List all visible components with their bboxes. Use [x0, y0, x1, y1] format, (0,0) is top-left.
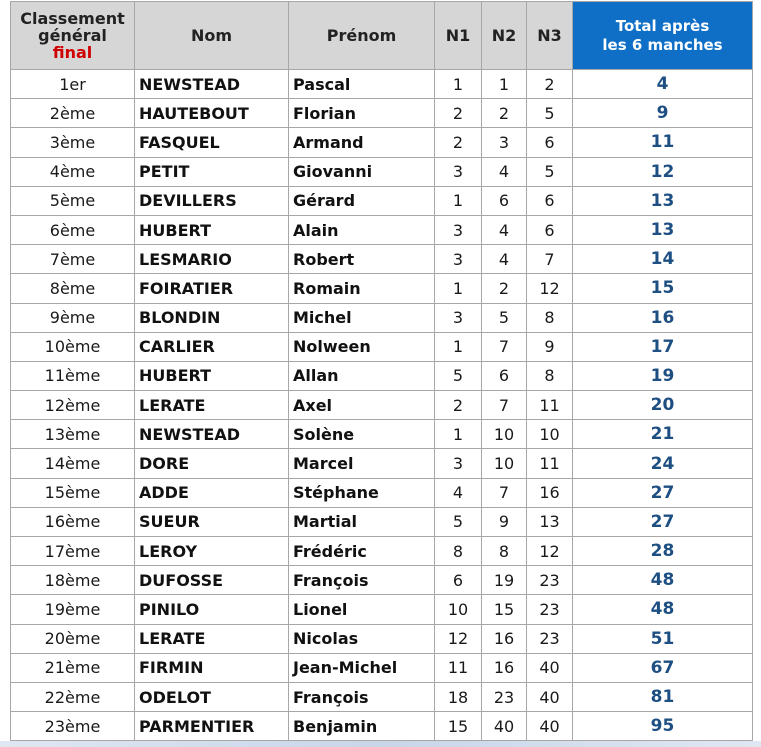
header-n1: N1: [435, 2, 482, 70]
cell-n2: 7: [482, 332, 527, 361]
table-row: [11, 595, 753, 624]
cell-rank: 9ème: [11, 303, 135, 332]
cell-nom: CARLIER: [135, 332, 289, 361]
cell-prenom: Armand: [289, 128, 435, 157]
cell-n3: 6: [527, 215, 573, 244]
cell-nom: SUEUR: [135, 507, 289, 536]
cell-n1: 8: [435, 537, 482, 566]
table-row: [11, 303, 753, 332]
table-header: [11, 2, 753, 70]
cell-n3: 11: [527, 391, 573, 420]
cell-n1: 1: [435, 274, 482, 303]
cell-total: 48: [573, 566, 753, 595]
cell-n2: 9: [482, 507, 527, 536]
table-row: [11, 712, 753, 741]
cell-prenom: Lionel: [289, 595, 435, 624]
table-row: [11, 624, 753, 653]
cell-nom: DEVILLERS: [135, 186, 289, 215]
header-rank: [11, 2, 135, 70]
cell-n2: 10: [482, 420, 527, 449]
cell-total: 28: [573, 537, 753, 566]
cell-total: 20: [573, 391, 753, 420]
header-row: [11, 2, 753, 70]
table-row: [11, 245, 753, 274]
cell-n3: 13: [527, 507, 573, 536]
cell-prenom: Michel: [289, 303, 435, 332]
cell-n1: 3: [435, 157, 482, 186]
cell-n2: 8: [482, 537, 527, 566]
cell-total: 15: [573, 274, 753, 303]
cell-total: 16: [573, 303, 753, 332]
cell-rank: 4ème: [11, 157, 135, 186]
cell-n3: 16: [527, 478, 573, 507]
cell-n1: 3: [435, 245, 482, 274]
table-row: [11, 507, 753, 536]
cell-n2: 1: [482, 70, 527, 99]
cell-n2: 15: [482, 595, 527, 624]
cell-nom: FIRMIN: [135, 653, 289, 682]
cell-n3: 12: [527, 537, 573, 566]
cell-total: 48: [573, 595, 753, 624]
cell-prenom: Giovanni: [289, 157, 435, 186]
header-total: [573, 2, 753, 70]
table-row: [11, 682, 753, 711]
cell-n1: 11: [435, 653, 482, 682]
header-rank-final: final: [52, 43, 93, 62]
cell-n1: 2: [435, 99, 482, 128]
cell-n3: 6: [527, 186, 573, 215]
cell-nom: PETIT: [135, 157, 289, 186]
bottom-strip: [0, 741, 761, 747]
cell-nom: HUBERT: [135, 215, 289, 244]
cell-n1: 3: [435, 303, 482, 332]
table-row: [11, 361, 753, 390]
cell-n2: 4: [482, 157, 527, 186]
header-rank-line1: Classement: [20, 9, 125, 28]
cell-n1: 5: [435, 361, 482, 390]
cell-n2: 2: [482, 99, 527, 128]
cell-n1: 3: [435, 215, 482, 244]
cell-nom: DUFOSSE: [135, 566, 289, 595]
cell-nom: ADDE: [135, 478, 289, 507]
cell-rank: 22ème: [11, 682, 135, 711]
cell-rank: 11ème: [11, 361, 135, 390]
table-row: [11, 274, 753, 303]
cell-nom: ODELOT: [135, 682, 289, 711]
cell-n2: 4: [482, 215, 527, 244]
cell-rank: 21ème: [11, 653, 135, 682]
cell-n1: 1: [435, 70, 482, 99]
table-row: [11, 157, 753, 186]
cell-n2: 4: [482, 245, 527, 274]
table-row: [11, 653, 753, 682]
cell-prenom: Benjamin: [289, 712, 435, 741]
cell-prenom: Pascal: [289, 70, 435, 99]
cell-rank: 12ème: [11, 391, 135, 420]
table-row: [11, 186, 753, 215]
cell-rank: 18ème: [11, 566, 135, 595]
cell-n2: 7: [482, 391, 527, 420]
cell-total: 27: [573, 478, 753, 507]
cell-n1: 2: [435, 391, 482, 420]
cell-prenom: Martial: [289, 507, 435, 536]
cell-n2: 10: [482, 449, 527, 478]
table-row: [11, 215, 753, 244]
cell-n3: 40: [527, 682, 573, 711]
cell-prenom: Florian: [289, 99, 435, 128]
cell-n3: 12: [527, 274, 573, 303]
cell-prenom: Nicolas: [289, 624, 435, 653]
cell-n3: 2: [527, 70, 573, 99]
cell-total: 21: [573, 420, 753, 449]
cell-total: 9: [573, 99, 753, 128]
ranking-table: [10, 1, 753, 741]
cell-n1: 4: [435, 478, 482, 507]
cell-nom: FOIRATIER: [135, 274, 289, 303]
cell-prenom: Marcel: [289, 449, 435, 478]
cell-nom: LERATE: [135, 624, 289, 653]
cell-rank: 3ème: [11, 128, 135, 157]
cell-n1: 12: [435, 624, 482, 653]
cell-total: 95: [573, 712, 753, 741]
cell-n1: 1: [435, 420, 482, 449]
cell-n2: 3: [482, 128, 527, 157]
table-row: [11, 566, 753, 595]
cell-rank: 1er: [11, 70, 135, 99]
cell-n2: 6: [482, 361, 527, 390]
cell-rank: 23ème: [11, 712, 135, 741]
cell-prenom: Allan: [289, 361, 435, 390]
cell-nom: PARMENTIER: [135, 712, 289, 741]
cell-n3: 8: [527, 303, 573, 332]
cell-n3: 5: [527, 157, 573, 186]
cell-prenom: Robert: [289, 245, 435, 274]
table-row: [11, 420, 753, 449]
cell-total: 12: [573, 157, 753, 186]
cell-rank: 5ème: [11, 186, 135, 215]
cell-rank: 16ème: [11, 507, 135, 536]
cell-n2: 40: [482, 712, 527, 741]
table-row: [11, 99, 753, 128]
table-row: [11, 391, 753, 420]
cell-rank: 13ème: [11, 420, 135, 449]
cell-n1: 6: [435, 566, 482, 595]
header-total-line1: Total après: [615, 16, 710, 35]
header-n2: N2: [482, 2, 527, 70]
cell-n3: 10: [527, 420, 573, 449]
cell-n2: 5: [482, 303, 527, 332]
cell-nom: PINILO: [135, 595, 289, 624]
cell-prenom: Axel: [289, 391, 435, 420]
cell-prenom: Romain: [289, 274, 435, 303]
cell-n3: 5: [527, 99, 573, 128]
cell-total: 13: [573, 186, 753, 215]
cell-nom: HAUTEBOUT: [135, 99, 289, 128]
cell-rank: 10ème: [11, 332, 135, 361]
cell-prenom: Jean-Michel: [289, 653, 435, 682]
cell-nom: NEWSTEAD: [135, 70, 289, 99]
cell-rank: 17ème: [11, 537, 135, 566]
cell-nom: BLONDIN: [135, 303, 289, 332]
cell-rank: 8ème: [11, 274, 135, 303]
cell-n2: 23: [482, 682, 527, 711]
cell-n3: 40: [527, 712, 573, 741]
header-prenom: Prénom: [289, 2, 435, 70]
cell-prenom: François: [289, 566, 435, 595]
cell-prenom: Frédéric: [289, 537, 435, 566]
cell-n1: 1: [435, 186, 482, 215]
table-row: [11, 478, 753, 507]
cell-n2: 16: [482, 624, 527, 653]
cell-n1: 1: [435, 332, 482, 361]
cell-n2: 2: [482, 274, 527, 303]
cell-prenom: Nolween: [289, 332, 435, 361]
cell-nom: LESMARIO: [135, 245, 289, 274]
cell-prenom: François: [289, 682, 435, 711]
cell-prenom: Alain: [289, 215, 435, 244]
table-row: [11, 449, 753, 478]
header-rank-line2: général: [38, 26, 107, 45]
cell-n2: 16: [482, 653, 527, 682]
cell-n2: 6: [482, 186, 527, 215]
table-row: [11, 537, 753, 566]
cell-n3: 23: [527, 595, 573, 624]
cell-n3: 6: [527, 128, 573, 157]
cell-total: 19: [573, 361, 753, 390]
cell-rank: 7ème: [11, 245, 135, 274]
table-row: [11, 70, 753, 99]
cell-total: 17: [573, 332, 753, 361]
cell-n1: 15: [435, 712, 482, 741]
cell-rank: 20ème: [11, 624, 135, 653]
cell-total: 51: [573, 624, 753, 653]
cell-rank: 14ème: [11, 449, 135, 478]
cell-nom: FASQUEL: [135, 128, 289, 157]
cell-nom: HUBERT: [135, 361, 289, 390]
cell-n1: 5: [435, 507, 482, 536]
cell-rank: 2ème: [11, 99, 135, 128]
cell-n2: 7: [482, 478, 527, 507]
cell-rank: 15ème: [11, 478, 135, 507]
cell-n3: 11: [527, 449, 573, 478]
cell-prenom: Solène: [289, 420, 435, 449]
cell-n1: 2: [435, 128, 482, 157]
table-row: [11, 128, 753, 157]
cell-total: 27: [573, 507, 753, 536]
header-n3: N3: [527, 2, 573, 70]
cell-n2: 19: [482, 566, 527, 595]
cell-n3: 23: [527, 624, 573, 653]
cell-rank: 19ème: [11, 595, 135, 624]
cell-total: 67: [573, 653, 753, 682]
cell-n3: 40: [527, 653, 573, 682]
cell-n1: 10: [435, 595, 482, 624]
cell-rank: 6ème: [11, 215, 135, 244]
cell-total: 13: [573, 215, 753, 244]
cell-nom: LERATE: [135, 391, 289, 420]
cell-total: 4: [573, 70, 753, 99]
table-body: [11, 70, 753, 741]
cell-prenom: Stéphane: [289, 478, 435, 507]
table-row: [11, 332, 753, 361]
cell-nom: DORE: [135, 449, 289, 478]
header-total-line2: les 6 manches: [602, 35, 723, 54]
cell-n3: 9: [527, 332, 573, 361]
cell-total: 81: [573, 682, 753, 711]
cell-total: 24: [573, 449, 753, 478]
cell-n3: 8: [527, 361, 573, 390]
header-nom: Nom: [135, 2, 289, 70]
cell-prenom: Gérard: [289, 186, 435, 215]
cell-total: 11: [573, 128, 753, 157]
cell-n3: 7: [527, 245, 573, 274]
cell-nom: NEWSTEAD: [135, 420, 289, 449]
cell-n1: 3: [435, 449, 482, 478]
cell-nom: LEROY: [135, 537, 289, 566]
cell-n1: 18: [435, 682, 482, 711]
cell-total: 14: [573, 245, 753, 274]
cell-n3: 23: [527, 566, 573, 595]
